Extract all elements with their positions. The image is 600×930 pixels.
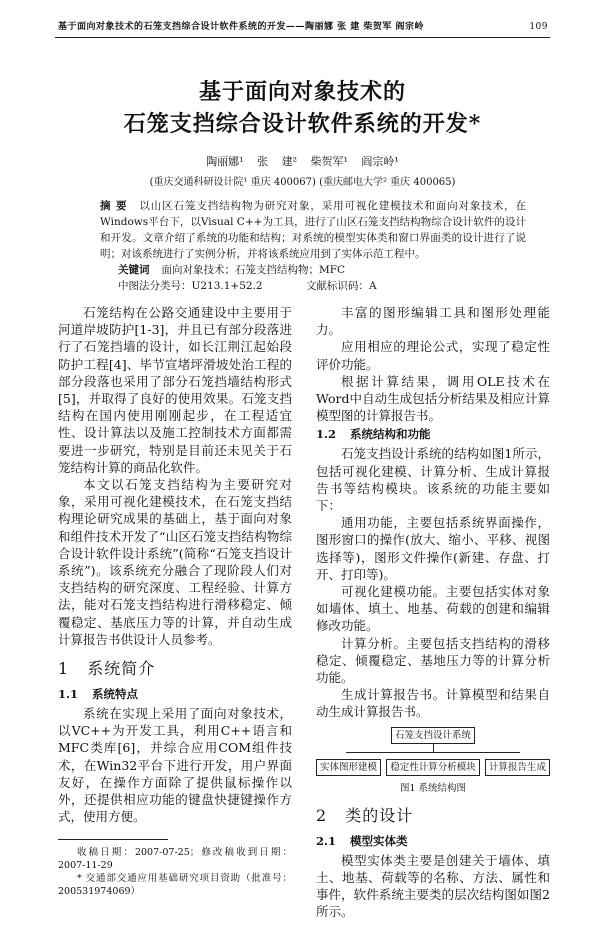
title-line-2: 石笼支挡综合设计软件系统的开发* <box>123 111 482 137</box>
paragraph: 根据计算结果，调用OLE技术在Word中自动生成包括分析结果及相应计算模型图的计算报告书。 <box>316 373 550 424</box>
keywords-text: 面向对象技术；石笼支挡结构物；MFC <box>161 264 346 276</box>
paragraph: 计算分析。主要包括支挡结构的滑移稳定、倾覆稳定、基地压力等的计算分析功能。 <box>316 635 550 686</box>
keywords <box>118 262 550 278</box>
header-rule <box>55 37 550 38</box>
section-title: 类的设计 <box>345 805 414 825</box>
right-column <box>316 304 550 920</box>
section-number: 1 <box>58 659 70 679</box>
section-heading-2 <box>316 805 550 827</box>
paragraph: 丰富的图形编辑工具和图形处理能力。 <box>316 305 550 338</box>
paragraph: 本文以石笼支挡结构为主要研究对象，采用可视化建模技术，在石笼支挡结构理论研究成果的基础上，基于面向对象和组件技术开发了“山区石笼支挡结构物综合设计软件设计系统”(简称“石笼支挡设计系统”)。该系统充分融合了现阶段人们对支挡结构的研究深度、工程经验、计算方法，能对石笼支挡结构进行滑移稳定、倾覆稳定、基底压力等的计算，并自动生成计算报告书供设计人员参考。 <box>58 477 292 647</box>
footnote-received: 收稿日期：2007-07-25；修改稿收到日期：2007-11-29 <box>58 847 292 872</box>
authors: 陶丽娜¹ 张 建² 柴贺军¹ 阎宗岭¹ <box>206 155 399 168</box>
clc-value: U213.1+52.2 <box>191 280 263 292</box>
doc-code-value: A <box>368 280 377 292</box>
body-columns <box>55 304 550 920</box>
paragraph: 系统在实现上采用了面向对象技术，以VC++为开发工具，利用C++语言和MFC类库[6]，并综合应用COM组件技术，在Win32平台下进行开发，用户界面友好，在操作方面除了提供鼠标操作以外，还提供相应功能的键盘快捷键操作方式，使用方便。 <box>58 706 292 825</box>
footnote-rule <box>58 839 168 840</box>
subsection-number: 1.2 <box>316 427 337 442</box>
abstract-label: 摘 要 <box>100 200 128 212</box>
running-header <box>55 19 550 32</box>
figure-1-system-structure <box>316 727 550 795</box>
paragraph: 模型实体类主要是创建关于墙体、填土、地基、荷载等的名称、方法、属性和事件，软件系统主要类的层次结构图如图2所示。 <box>316 852 550 920</box>
section-heading-1 <box>58 658 292 680</box>
page-number: 109 <box>529 22 548 32</box>
subsection-heading-1-1 <box>58 686 292 703</box>
subsection-number: 2.1 <box>316 833 337 848</box>
subsection-title: 模型实体类 <box>350 833 408 848</box>
paragraph: 通用功能，主要包括系统界面操作，图形窗口的操作(放大、缩小、平移、视图选择等)，图形文件操作(新建、存盘、打开、打印等)。 <box>316 515 550 582</box>
paragraph: 应用相应的理论公式，实现了稳定性评价功能。 <box>316 339 550 372</box>
left-column <box>58 304 292 920</box>
subsection-number: 1.1 <box>58 687 79 702</box>
subsection-title: 系统结构和功能 <box>350 427 431 442</box>
affiliations: (重庆交通科研设计院¹ 重庆 400067) (重庆邮电大学² 重庆 400065) <box>149 177 456 188</box>
diagram-child-box: 实体图形建模 <box>316 759 381 776</box>
title-line-1: 基于面向对象技术的 <box>198 79 406 105</box>
abstract <box>100 198 526 262</box>
diagram-child-box: 稳定性计算分析模块 <box>386 759 480 776</box>
diagram-child-box: 计算报告生成 <box>485 759 550 776</box>
diagram-root-row <box>316 727 550 744</box>
abstract-text: 以山区石笼支挡结构物为研究对象，采用可视化建模技术和面向对象技术，在Windows平台下，以Visual C++为工具，进行了山区石笼支挡结构物综合设计软件的设计和开发。文章介绍了系统的功能和结构；对系统的模型实体类和窗口界面类的设计进行了说明；对该系统进行了实例分析，并将该系统应用到了实体示范工程中。 <box>100 200 527 260</box>
running-title: 基于面向对象技术的石笼支挡综合设计软件系统的开发——陶丽娜 张 建 柴贺军 阎宗岭 <box>58 22 425 32</box>
paragraph: 生成计算报告书。计算模型和结果自动生成计算报告书。 <box>316 687 550 720</box>
classification <box>118 278 550 294</box>
paragraph: 石笼结构在公路交通建设中主要用于河道岸坡防护[1-3]，并且已有部分段落进行了石笼挡墙的设计，如长江荆江起始段防护工程[4]、毕节宣堵坪滑坡处治工程的部分段落也采用了部分石笼挡墙结构形式[5]，并取得了良好的使用效果。石笼支挡结构在国内使用刚刚起步，在工程适宜性、设计算法以及施工控制技术方面都需要进一步研究，特别是目前还未见关于石笼结构计算的商品化软件。 <box>58 305 292 475</box>
subsection-title: 系统特点 <box>92 687 139 702</box>
keywords-label: 关键词 <box>118 264 150 276</box>
paragraph: 石笼支挡设计系统的结构如图1所示，包括可视化建模、计算分析、生成计算报告书等结构模块。该系统的功能主要如下： <box>316 446 550 514</box>
paragraph: 可视化建模功能。主要包括实体对象如墙体、填土、地基、荷载的创建和编辑修改功能。 <box>316 584 550 634</box>
section-number: 2 <box>316 805 328 825</box>
section-title: 系统简介 <box>87 659 156 679</box>
subsection-heading-1-2 <box>316 426 550 443</box>
figure-caption: 图1 系统结构图 <box>399 782 467 794</box>
doc-code-label: 文献标识码： <box>305 280 369 292</box>
subsection-heading-2-1 <box>316 833 550 850</box>
clc-label: 中图法分类号： <box>118 280 192 292</box>
diagram-children-row <box>316 759 550 776</box>
diagram-root-box: 石笼支挡设计系统 <box>391 727 475 744</box>
connector <box>346 752 520 759</box>
connector <box>433 744 434 752</box>
footnote-funding: * 交通部交通应用基础研究项目资助（批准号：200531974069） <box>58 873 292 898</box>
